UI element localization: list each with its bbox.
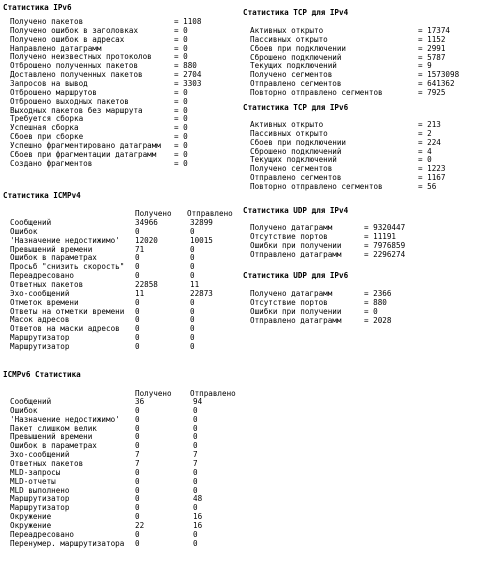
ipv6-row-label: Сбоев при фрагментации датаграмм [10,149,157,159]
icmpv6-row-sent: 0 [193,405,198,415]
icmpv6-row-received: 0 [135,405,140,415]
ipv6-row-label: Запросов на вывод [10,78,88,88]
udp4-row-label: Ошибки при получении [250,240,342,250]
icmpv6-row-label: MLD-запросы [10,467,61,477]
icmpv6-row-sent: 7 [193,450,198,460]
tcp4-row-label: Сброшено подключений [250,52,342,62]
icmpv6-row-received: 0 [135,494,140,504]
icmpv4-row-label: Маршрутизатор [10,333,70,343]
ipv6-row-value: = 0 [174,105,188,115]
udp4-row-value: = 7976859 [364,240,406,250]
ipv6-row-label: Сбоев при сборке [10,132,84,142]
icmpv6-row-received: 0 [135,538,140,548]
icmpv4-row-label: Ошибок в параметрах [10,253,97,263]
ipv6-row-value: = 0 [174,43,188,53]
tcp4-row-label: Пассивных открыто [250,34,328,44]
tcp4-row-label: Получено сегментов [250,70,333,80]
icmpv6-row-received: 0 [135,485,140,495]
icmpv6-row-received: 0 [135,476,140,486]
udp6-row-label: Отсутствие портов [250,297,328,307]
icmpv6-col-received: Получено [135,389,172,398]
icmpv6-row-sent: 16 [193,512,203,522]
icmpv6-row-label: Сообщений [10,397,52,406]
tcp4-row-label: Отправлено сегментов [250,79,342,89]
icmpv6-row-received: 0 [135,432,140,442]
tcp4-row-value: = 17374 [418,26,451,35]
icmpv6-row-received: 0 [135,512,140,522]
icmpv6-row-label: Окружение [10,512,52,522]
tcp4-row-label: Сбоев при подключении [250,43,347,53]
icmpv6-row-received: 0 [135,441,140,451]
ipv6-row-value: = 0 [174,34,188,44]
icmpv6-row-label: Переадресовано [10,529,75,539]
icmpv4-row-sent: 0 [190,306,195,316]
ipv6-row-label: Успешная сборка [10,123,79,133]
tcp4-title: Статистика TCP для IPv4 [243,8,349,17]
icmpv6-row-sent: 0 [193,476,198,486]
ipv6-row-label: Требуется сборка [10,114,84,124]
icmpv6-row-label: Маршрутизатор [10,494,70,504]
udp6-row-label: Отправлено датаграмм [250,315,342,325]
tcp6-row-value: = 213 [418,120,441,129]
ipv6-row-label: Получено ошибок в заголовках [10,25,139,35]
icmpv4-row-sent: 0 [190,297,195,307]
ipv6-row-label: Создано фрагментов [10,158,93,168]
ipv6-row-label: Доставлено полученных пакетов [10,70,143,80]
ipv6-row-label: Отброшено полученных пакетов [10,61,139,71]
icmpv6-row-sent: 0 [193,529,198,539]
tcp4-row-value: = 5787 [418,52,446,62]
icmpv6-col-sent: Отправлено [190,389,236,398]
icmpv6-row-label: Пакет слишком велик [10,423,97,433]
tcp4-row-label: Повторно отправлено сегментов [250,87,383,97]
icmpv4-row-label: Переадресовано [10,271,75,281]
ipv6-row-value: = 0 [174,123,188,133]
icmpv6-row-sent: 7 [193,458,198,468]
icmpv4-row-received: 0 [135,262,140,272]
tcp4-row-value: = 1152 [418,34,446,44]
icmpv4-row-received: 0 [135,226,140,236]
icmpv4-row-received: 0 [135,333,140,343]
icmpv6-row-label: Окружение [10,520,52,530]
udp4-title: Статистика UDP для IPv4 [243,206,349,215]
tcp4-row-value: = 641362 [418,79,455,89]
icmpv6-row-received: 36 [135,397,145,406]
tcp4-row-label: Активных открыто [250,26,324,35]
icmpv6-row-sent: 0 [193,414,198,424]
ipv6-row-label: Направлено датаграмм [10,43,102,53]
icmpv6-row-label: Перенумер. маршрутизатора [10,538,125,548]
tcp4-row-value: = 9 [418,61,432,71]
udp6-title: Статистика UDP для IPv6 [243,271,349,280]
ipv6-row-value: = 0 [174,132,188,142]
ipv6-row-value: = 0 [174,149,188,159]
icmpv6-row-label: MLD выполнено [10,485,70,495]
icmpv4-row-received: 0 [135,341,140,351]
icmpv6-row-received: 7 [135,458,140,468]
icmpv6-row-label: MLD-отчеты [10,476,56,486]
tcp6-row-value: = 1167 [418,173,446,183]
udp4-row-value: = 2296274 [364,249,406,259]
icmpv6-row-sent: 0 [193,432,198,442]
icmpv6-row-label: Ответных пакетов [10,458,84,468]
icmpv4-row-received: 0 [135,271,140,281]
icmpv6-row-label: Превышений времени [10,432,93,442]
tcp6-row-label: Сброшено подключений [250,146,342,156]
udp6-row-value: = 0 [364,306,378,316]
udp4-row-label: Получено датаграмм [250,223,333,232]
tcp6-row-value: = 1223 [418,164,446,174]
icmpv6-row-sent: 16 [193,520,203,530]
icmpv4-row-sent: 0 [190,333,195,343]
icmpv6-row-label: Маршрутизатор [10,503,70,513]
udp6-row-value: = 2366 [364,289,392,298]
icmpv4-title: Статистика ICMPv4 [3,191,81,200]
ipv6-row-value: = 0 [174,87,188,97]
icmpv6-row-received: 0 [135,423,140,433]
icmpv4-row-received: 0 [135,324,140,334]
icmpv4-row-sent: 11 [190,279,200,289]
icmpv6-row-received: 22 [135,520,145,530]
ipv6-row-value: = 2704 [174,70,202,80]
icmpv6-row-received: 0 [135,414,140,424]
ipv6-row-value: = 1108 [174,17,202,26]
tcp6-row-label: Текущих подключений [250,155,337,165]
udp6-row-value: = 880 [364,297,387,307]
tcp6-row-value: = 0 [418,155,432,165]
icmpv4-row-sent: 0 [190,324,195,334]
icmpv6-row-received: 0 [135,529,140,539]
tcp6-title: Статистика TCP для IPv6 [243,103,349,112]
udp6-row-label: Ошибки при получении [250,306,342,316]
icmpv4-row-label: Превышений времени [10,244,93,254]
icmpv6-row-received: 7 [135,450,140,460]
icmpv6-row-received: 0 [135,503,140,513]
icmpv6-row-sent: 0 [193,467,198,477]
icmpv4-row-label: Маршрутизатор [10,341,70,351]
ipv6-row-label: Выходных пакетов без маршрута [10,105,143,115]
tcp6-row-value: = 224 [418,137,441,147]
tcp6-row-label: Отправлено сегментов [250,173,342,183]
icmpv4-row-received: 22858 [135,279,158,289]
icmpv4-row-sent: 0 [190,262,195,272]
tcp6-row-label: Сбоев при подключении [250,137,347,147]
icmpv4-row-label: 'Назначение недостижимо' [10,235,120,245]
udp4-row-label: Отсутствие портов [250,231,328,241]
icmpv4-row-sent: 0 [190,341,195,351]
icmpv4-row-sent: 0 [190,226,195,236]
udp4-row-value: = 11191 [364,231,397,241]
icmpv6-row-sent: 0 [193,503,198,513]
icmpv6-row-sent: 0 [193,538,198,548]
icmpv6-row-sent: 0 [193,441,198,451]
ipv6-row-value: = 3303 [174,78,202,88]
tcp4-row-value: = 2991 [418,43,446,53]
ipv6-row-label: Получено ошибок в адресах [10,34,125,44]
ipv6-row-label: Отброшено выходных пакетов [10,96,129,106]
ipv6-row-value: = 880 [174,61,197,71]
ipv6-row-value: = 0 [174,140,188,150]
icmpv4-row-sent: 0 [190,244,195,254]
icmpv4-row-label: Масок адресов [10,315,70,325]
tcp6-row-value: = 56 [418,181,437,191]
udp4-row-label: Отправлено датаграмм [250,249,342,259]
ipv6-row-value: = 0 [174,158,188,168]
icmpv4-row-label: Ответов на маски адресов [10,324,120,334]
icmpv4-row-sent: 10015 [190,235,213,245]
icmpv4-row-sent: 0 [190,315,195,325]
icmpv4-row-sent: 0 [190,253,195,263]
ipv6-row-value: = 0 [174,25,188,35]
ipv6-row-value: = 0 [174,114,188,124]
icmpv4-row-label: Ошибок [10,226,38,236]
icmpv6-title: ICMPv6 Статистика [3,370,81,379]
icmpv4-row-received: 11 [135,288,145,298]
icmpv4-row-received: 0 [135,297,140,307]
icmpv4-row-sent: 32899 [190,218,213,227]
icmpv4-row-label: Отметок времени [10,297,79,307]
icmpv4-row-sent: 0 [190,271,195,281]
ipv6-row-label: Получено неизвестных протоколов [10,52,152,62]
tcp4-row-value: = 1573098 [418,70,460,80]
icmpv6-row-label: Ошибок в параметрах [10,441,97,451]
icmpv4-col-sent: Отправлено [187,209,233,218]
icmpv4-row-label: Эхо-сообщений [10,288,70,298]
icmpv4-row-received: 0 [135,306,140,316]
tcp6-row-label: Повторно отправлено сегментов [250,181,383,191]
icmpv6-row-sent: 48 [193,494,203,504]
ipv6-row-label: Успешно фрагментировано датаграмм [10,140,161,150]
ipv6-row-value: = 0 [174,96,188,106]
udp4-row-value: = 9320447 [364,223,406,232]
icmpv6-row-label: Эхо-сообщений [10,450,70,460]
icmpv6-row-label: Ошибок [10,405,38,415]
icmpv4-row-label: Просьб "снизить скорость" [10,262,125,272]
udp6-row-value: = 2028 [364,315,392,325]
tcp6-row-value: = 4 [418,146,432,156]
icmpv4-row-label: Ответы на отметки времени [10,306,125,316]
ipv6-title: Статистика IPv6 [3,3,72,12]
icmpv4-row-received: 12020 [135,235,158,245]
icmpv4-row-received: 71 [135,244,145,254]
icmpv4-row-received: 34966 [135,218,158,227]
udp6-row-label: Получено датаграмм [250,289,333,298]
icmpv6-row-sent: 0 [193,423,198,433]
ipv6-row-value: = 0 [174,52,188,62]
icmpv6-row-sent: 0 [193,485,198,495]
icmpv6-row-label: 'Назначение недостижимо' [10,414,120,424]
tcp6-row-label: Пассивных открыто [250,128,328,138]
icmpv4-row-received: 0 [135,253,140,263]
icmpv4-col-received: Получено [135,209,172,218]
tcp6-row-label: Получено сегментов [250,164,333,174]
ipv6-row-label: Получено пакетов [10,17,84,26]
icmpv4-row-label: Ответных пакетов [10,279,84,289]
icmpv6-row-received: 0 [135,467,140,477]
tcp4-row-label: Текущих подключений [250,61,337,71]
icmpv6-row-sent: 94 [193,397,203,406]
tcp6-row-value: = 2 [418,128,432,138]
icmpv4-row-received: 0 [135,315,140,325]
ipv6-row-label: Отброшено маршрутов [10,87,97,97]
icmpv4-row-sent: 22873 [190,288,213,298]
tcp4-row-value: = 7925 [418,87,446,97]
icmpv4-row-label: Сообщений [10,218,52,227]
tcp6-row-label: Активных открыто [250,120,324,129]
